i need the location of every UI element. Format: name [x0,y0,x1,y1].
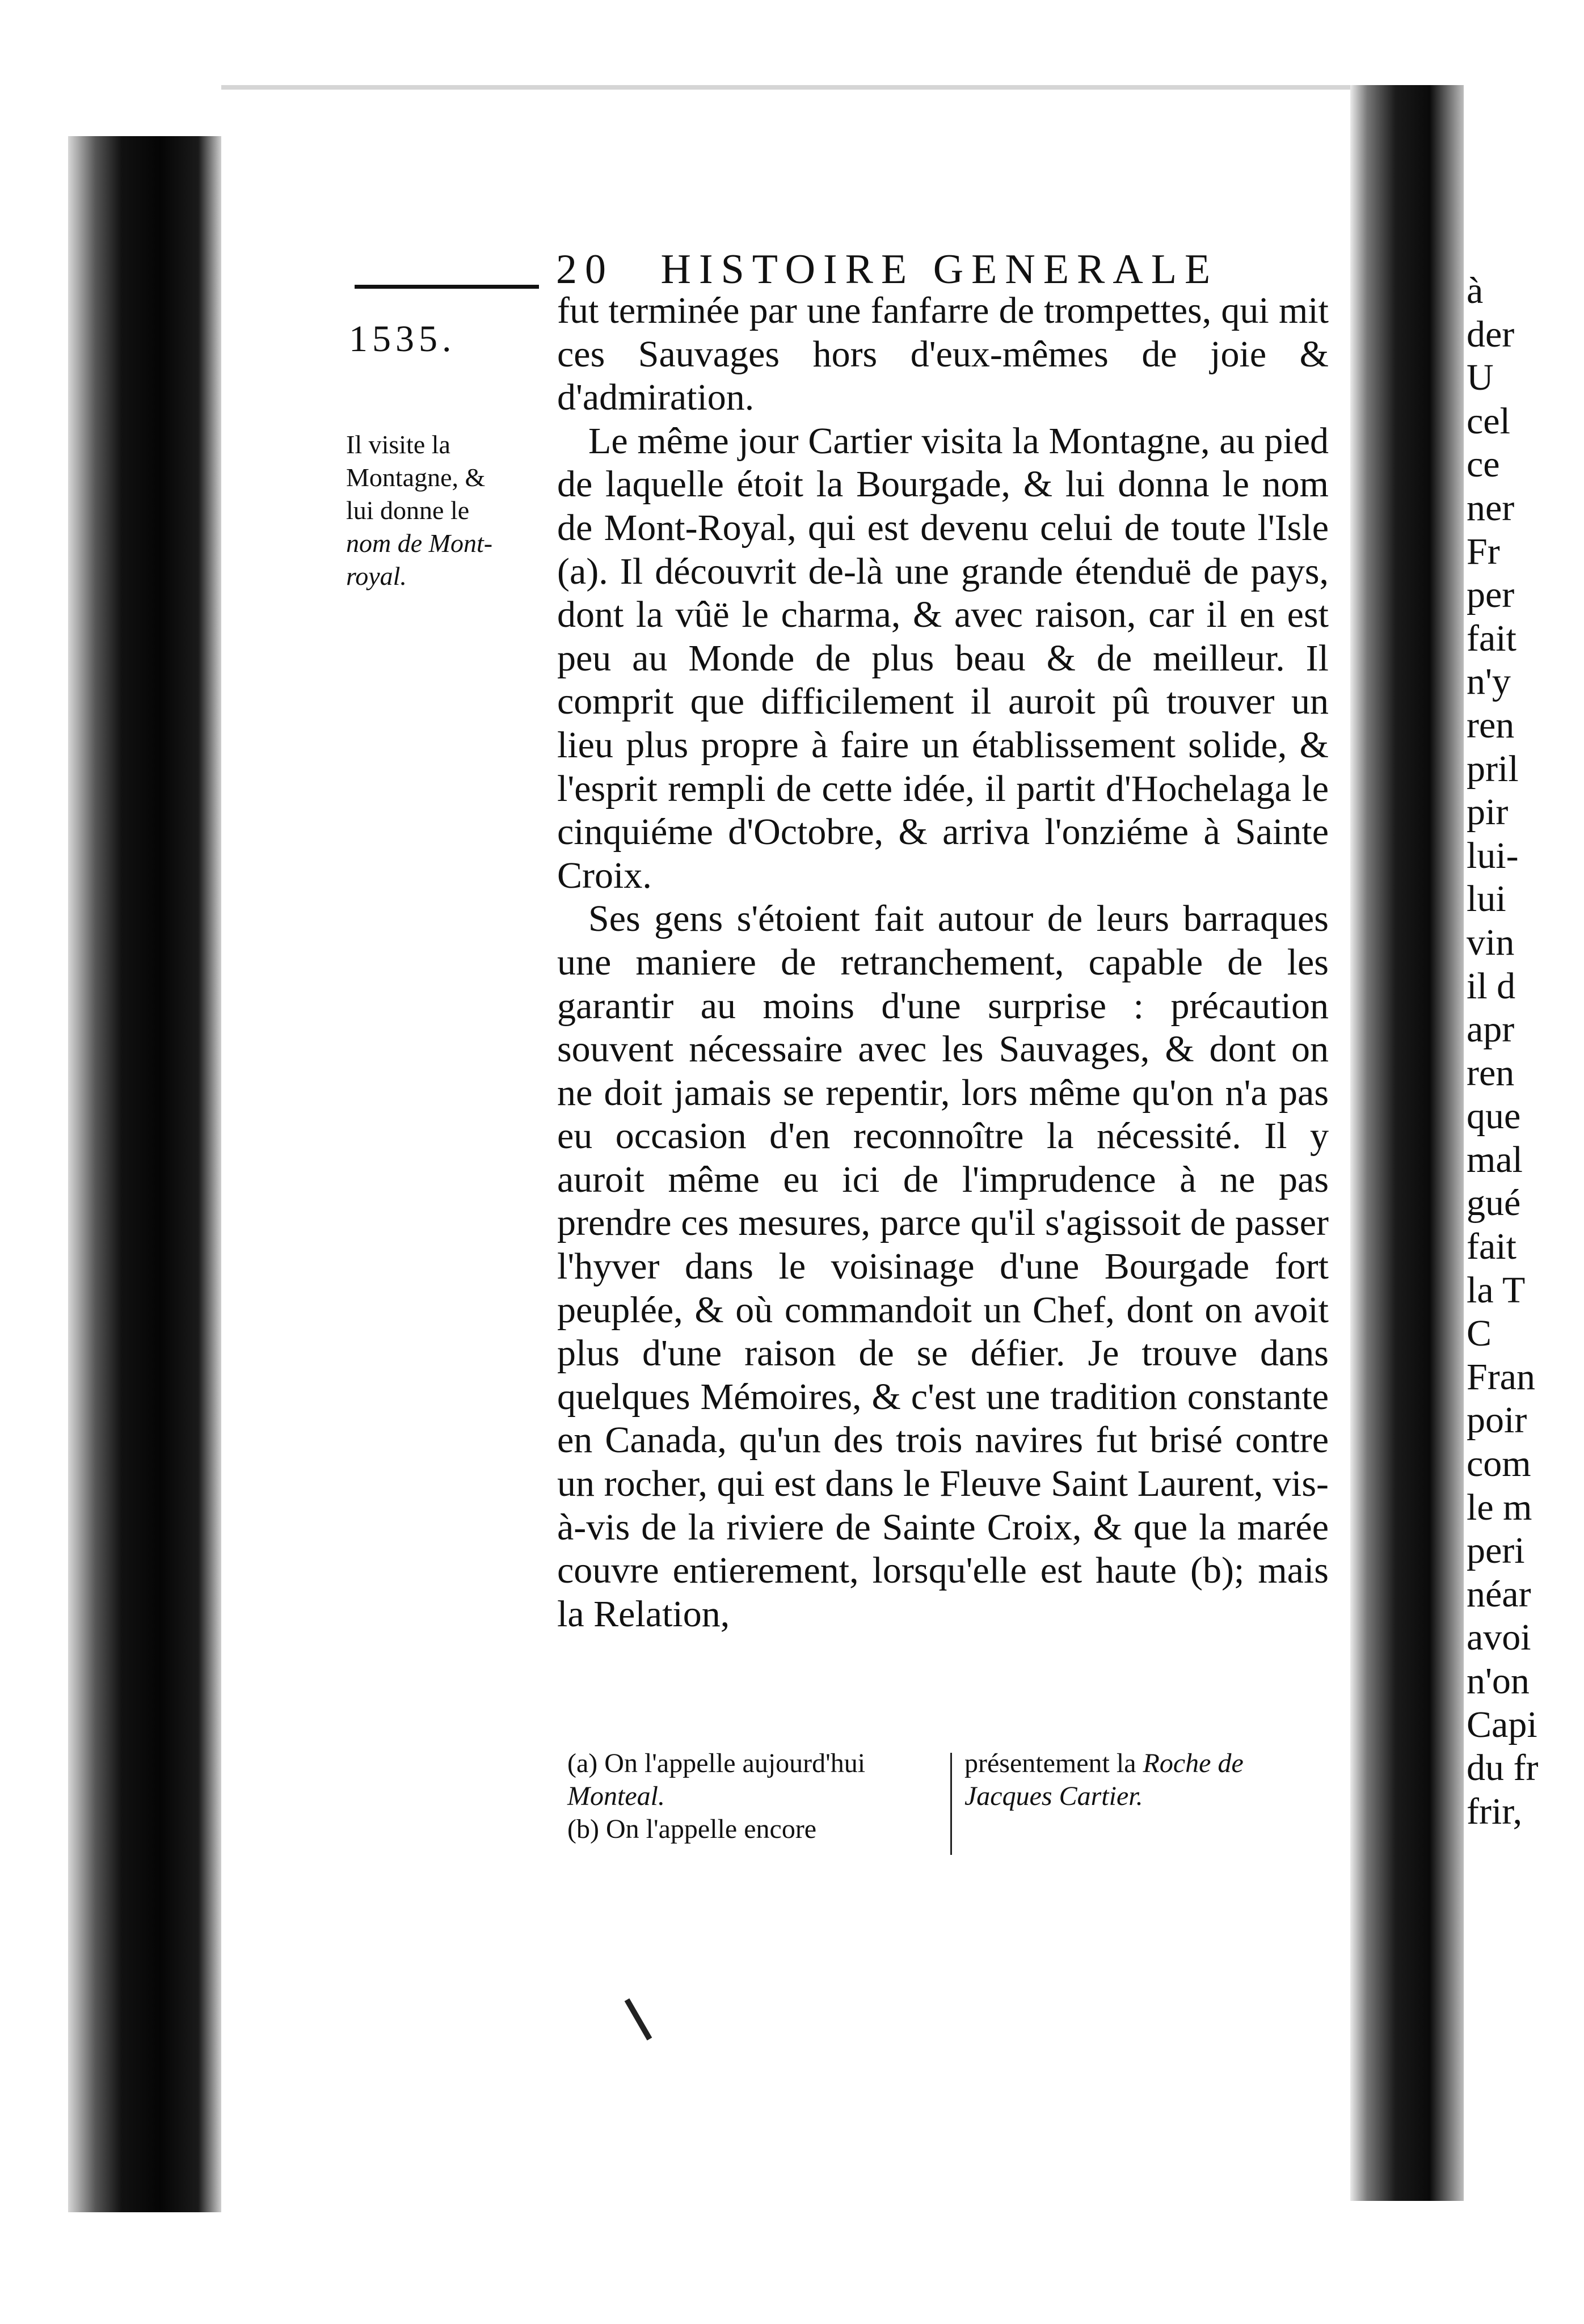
facing-page-line: la T [1467,1269,1526,1311]
facing-page-line: apr [1467,1009,1515,1051]
margin-note-line: lui donne le [346,496,470,525]
facing-page-line: ner [1467,487,1515,529]
facing-page-line: poir [1467,1399,1527,1441]
margin-year: 1535. [349,318,456,360]
facing-page-line: C [1467,1313,1492,1355]
facing-page-line: gué [1467,1182,1521,1224]
facing-page-line: U [1467,357,1494,399]
facing-page-line: le m [1467,1486,1532,1528]
facing-page-line: cel [1467,400,1510,442]
facing-page-line: Capi [1467,1703,1537,1745]
page-edge [221,85,1350,90]
margin-note-line: royal. [346,562,407,591]
footnote-column-left [567,1747,942,1846]
margin-note-line: Montagne, & [346,463,486,492]
running-header [556,244,1294,295]
stray-ink-mark [625,1998,652,2040]
margin-note [346,428,547,593]
footnote-divider [950,1753,952,1855]
paragraph: Ses gens s'étoient fait autour de leurs barraques une maniere de retranchement, capable de les garantir au moins d'une surprise : précaution souvent nécessaire avec les Sauvages, & dont on ne doit jamais se repentir, lors même qu'on n'a pas eu occasion d'en reconnoître la nécessité. Il y auroit même eu ici de l'imprudence à ne pas prendre ces mesures, parce qu'il s'agissoit de passer l'hyver dans le voisinage d'une Bourgade fort peuplée, & où commandoit un Chef, dont on avoit plus d'une raison de se défier. Je trouve dans quelques Mémoires, & c'est une tradition constante en Canada, qu'un des trois navires fut brisé contre un rocher, qui est dans le Fleuve Saint Laurent, vis-à-vis de la riviere de Sainte Croix, & que la marée couvre entierement, lorsqu'elle est haute (b); mais la Relation, [557,898,1329,1635]
facing-page-line: du fr [1467,1747,1539,1789]
facing-page-line: Fran [1467,1356,1535,1398]
facing-page-line: frir, [1467,1790,1523,1832]
margin-note-line: nom de Mont- [346,529,493,558]
facing-page-line: peri [1467,1530,1525,1572]
footnote-column-right [964,1747,1328,1813]
facing-page-line: com [1467,1443,1531,1485]
margin-note-line: Il visite la [346,430,450,459]
facing-page-line: à [1467,270,1484,311]
facing-page-line: per [1467,574,1515,616]
facing-page-line: pir [1467,791,1509,833]
facing-page-line: der [1467,313,1515,355]
facing-page-line: pril [1467,748,1519,790]
facing-page-line: fait [1467,1226,1516,1268]
binding-shadow-right [1350,85,1464,2201]
paragraph: Le même jour Cartier visita la Montagne, au pied de laquelle étoit la Bourgade, & lui donna le nom de Mont-Royal, qui est devenu celui de toute l'Isle (a). Il découvrit de-là une grande étenduë de pays, dont la vûë le charma, & avec raison, car il en est peu au Monde de plus beau & de meilleur. Il comprit que difficilement il auroit pû trouver un lieu plus propre à faire un établissement solide, & l'esprit rempli de cette idée, il partit d'Hochelaga le cinquiéme d'Octobre, & arriva l'onziéme à Sainte Croix. [557,420,1329,896]
facing-page-line: avoi [1467,1617,1531,1659]
facing-page-line: que [1467,1095,1521,1137]
paragraph: fut terminée par une fanfarre de trompettes, qui mit ces Sauvages hors d'eux-mêmes de joie & d'admiration. [557,290,1329,419]
facing-page-fragment [1467,269,1580,1833]
footnote-b-continued: présentement la Roche de Jacques Cartier. [964,1748,1244,1811]
margin-rule [355,285,539,289]
page-number: 20 [556,246,614,293]
binding-shadow-left [68,136,221,2212]
main-text [557,289,1329,1636]
facing-page-line: il d [1467,965,1516,1007]
facing-page-line: ce [1467,444,1500,486]
facing-page-line: ren [1467,704,1515,746]
facing-page-line: Fr [1467,530,1500,572]
facing-page-line: néar [1467,1573,1531,1615]
facing-page-line: mal [1467,1138,1523,1180]
facing-page-line: n'y [1467,661,1511,703]
facing-page-line: lui [1467,878,1506,920]
running-title: HISTOIRE GENERALE [660,246,1219,293]
footnote-b: (b) On l'appelle encore [567,1814,817,1844]
facing-page-line: vin [1467,921,1515,963]
facing-page-line: fait [1467,617,1516,659]
footnote-a: (a) On l'appelle aujourd'hui Monteal. [567,1748,866,1811]
facing-page-line: ren [1467,1052,1515,1094]
facing-page-line: lui- [1467,834,1519,876]
facing-page-line: n'on [1467,1660,1530,1702]
